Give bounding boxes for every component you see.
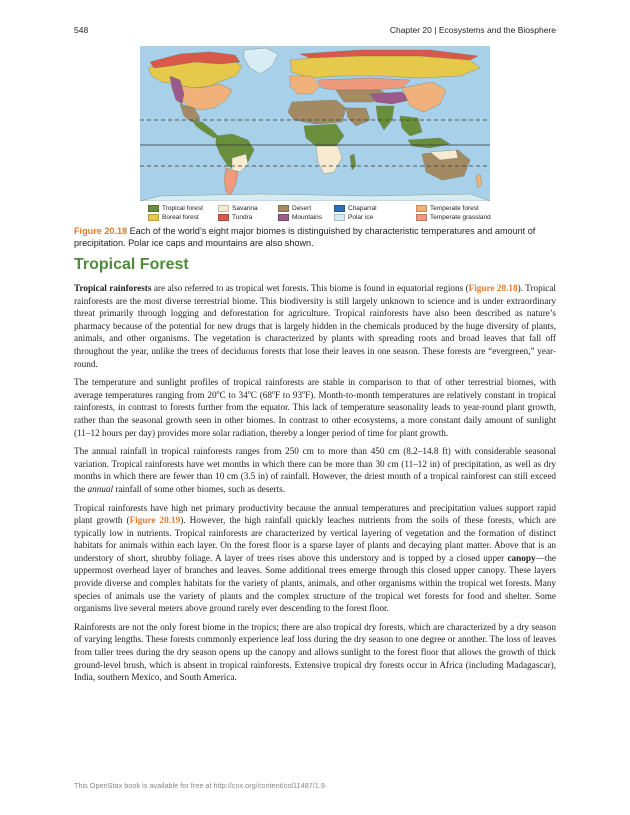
legend-swatch (148, 214, 159, 221)
legend-swatch (416, 214, 427, 221)
text-run: are also referred to as tropical wet forests. This biome is found in equatorial regions ( (151, 283, 469, 293)
text-run: Tropical rainforests have high net primary productivity because the annual temperatures and precipitation values support rapid plant growth ( (74, 502, 556, 526)
text-run: F to 93 (274, 389, 303, 400)
chapter-title: Chapter 20 | Ecosystems and the Biosphere (389, 25, 556, 35)
legend-item (334, 205, 377, 213)
text-run: —the uppermost overhead layer of branches and leaves. Some additional trees emerge through this closed upper canopy. These layers provide diverse and complex habitats for the variety of plants, animals, and other organisms within the tropical wet forests. Many species of animals use the variety of plants and the complex structure of the tropical wet forests for food and shelter. Some organisms live several meters above ground rarely ever descending to the forest floor. (74, 552, 556, 614)
legend-label: Chaparral (348, 205, 377, 213)
legend-label: Temperate forest (430, 205, 479, 213)
text-run: The temperature and sunlight profiles of tropical rainforests are stable in comparison to that of other terrestrial biomes, with average temperatures ranging from 20 (74, 377, 556, 400)
text-run: ). Tropical rainforests are the most diverse terrestrial biome. This biodiversity is still largely unknown to science and is under extraordinary threat primarily through logging and deforestation for agriculture. Tropical rainforests have also been described as nature’s pharmacy because of the potential for new drugs that is largely hidden in the chemicals produced by the huge diversity of plants, animals, and other organisms. The vegetation is characterized by plants with spreading roots and broad leaves that fall off throughout the year, unlike the trees of deciduous forests that lose their leaves in one season. These forests are “evergreen,” year-round. (74, 283, 556, 369)
legend-swatch (218, 205, 229, 212)
key-term: Tropical rainforests (74, 283, 152, 293)
legend-item (334, 214, 373, 222)
legend-item (218, 214, 252, 222)
legend-item (416, 214, 491, 222)
asia-grassland (318, 78, 410, 90)
key-term: canopy (507, 552, 536, 563)
text-run: ). However, the high rainfall quickly leaches nutrients from the soils of these forests, which are typically low in nutrients. Tropical rainforests are characterized by vertical layering of vegetation and the formation of distinct habitats for animals within each layer. On the forest floor is a sparse layer of plants and decaying plant matter. Above that is an understory of short, shrubby foliage. A layer of trees rises above this understory and is topped by a closed upper (74, 515, 556, 563)
legend-swatch (416, 205, 427, 212)
section-heading: Tropical Forest (74, 256, 189, 273)
legend-label: Tropical forest (162, 205, 203, 213)
legend-label: Temperate grassland (430, 214, 491, 222)
legend-label: Mountains (292, 214, 322, 222)
degree-sup: o (247, 389, 251, 396)
legend-item (148, 214, 199, 222)
legend-swatch (278, 214, 289, 221)
legend-swatch (148, 205, 159, 212)
paragraph (74, 502, 556, 615)
emphasis: annual (87, 483, 114, 494)
page-footer: This OpenStax book is available for free at http://cnx.org/content/col11487/1.9 (74, 781, 325, 790)
paragraph (74, 621, 556, 684)
text-run: The annual rainfall in tropical rainforests ranges from 250 cm to more than 450 cm (8.2–14.8 ft) with considerable seasonal variation. Tropical rainforests have wet months in which there can be more than 30 cm (11–12 in) of precipitation, as well as dry months in which there are fewer than 10 cm (3.5 in) of rainfall. However, the driest month of a tropical rainforest can still exceed the (74, 446, 556, 494)
text-run: Rainforests are not the only forest biome in the tropics; there are also tropical dry forests, which are characterized by a dry season of varying lengths. These forests commonly experience leaf loss during the dry season to one degree or another. The loss of leaves from taller trees during the dry season opens up the canopy and allows sunlight to the forest floor that allows the growth of thick ground-level brush, which is absent in tropical rainforests. Extensive tropical dry forests occur in Africa (including Madagascar), India, southern Mexico, and South America. (74, 621, 556, 683)
paragraph (74, 376, 556, 439)
legend-item (148, 205, 203, 213)
figure-link[interactable]: Figure 20.18 (468, 283, 518, 293)
body-text (74, 282, 556, 690)
legend-label: Tundra (232, 214, 253, 222)
biome-map-svg (140, 46, 490, 201)
degree-sup: o (271, 389, 275, 396)
legend-item (416, 205, 479, 213)
legend-item (218, 205, 258, 213)
legend-label: Boreal forest (162, 214, 199, 222)
legend-swatch (334, 214, 345, 221)
biome-world-map (140, 46, 490, 201)
text-run: C (68 (250, 389, 272, 400)
legend-swatch (334, 205, 345, 212)
legend-item (278, 205, 311, 213)
legend-swatch (218, 214, 229, 221)
figure-caption (74, 226, 556, 249)
running-header (74, 25, 556, 39)
legend-swatch (278, 205, 289, 212)
legend-label: Savanna (232, 205, 258, 213)
figure-label: Figure 20.18 (74, 226, 128, 236)
caption-text: Each of the world’s eight major biomes is distinguished by characteristic temperatures and amount of precipitation. Polar ice caps and mountains are also shown. (74, 226, 536, 248)
degree-sup: o (216, 389, 220, 396)
legend-label: Polar ice (348, 214, 374, 222)
legend-label: Desert (292, 205, 312, 213)
figure-link[interactable]: Figure 20.19 (129, 515, 181, 526)
paragraph (74, 445, 556, 495)
paragraph (74, 282, 556, 370)
degree-sup: o (302, 389, 306, 396)
legend-item (278, 214, 322, 222)
text-run: F). Month-to-month temperatures are relatively constant in tropical rainforests, in contrast to forests further from the equator. This lack of temperature seasonality leads to year-round plant growth, rather than the seasonal growth seen in other biomes. In contrast to other ecosystems, a more constant daily amount of sunlight (11–12 hours per day) provides more solar radiation, thereby a longer period of time for plant growth. (74, 389, 557, 438)
page-number: 548 (74, 25, 89, 35)
text-run: C to 34 (219, 389, 248, 400)
text-run: rainfall of some other biomes, such as deserts. (113, 483, 286, 494)
